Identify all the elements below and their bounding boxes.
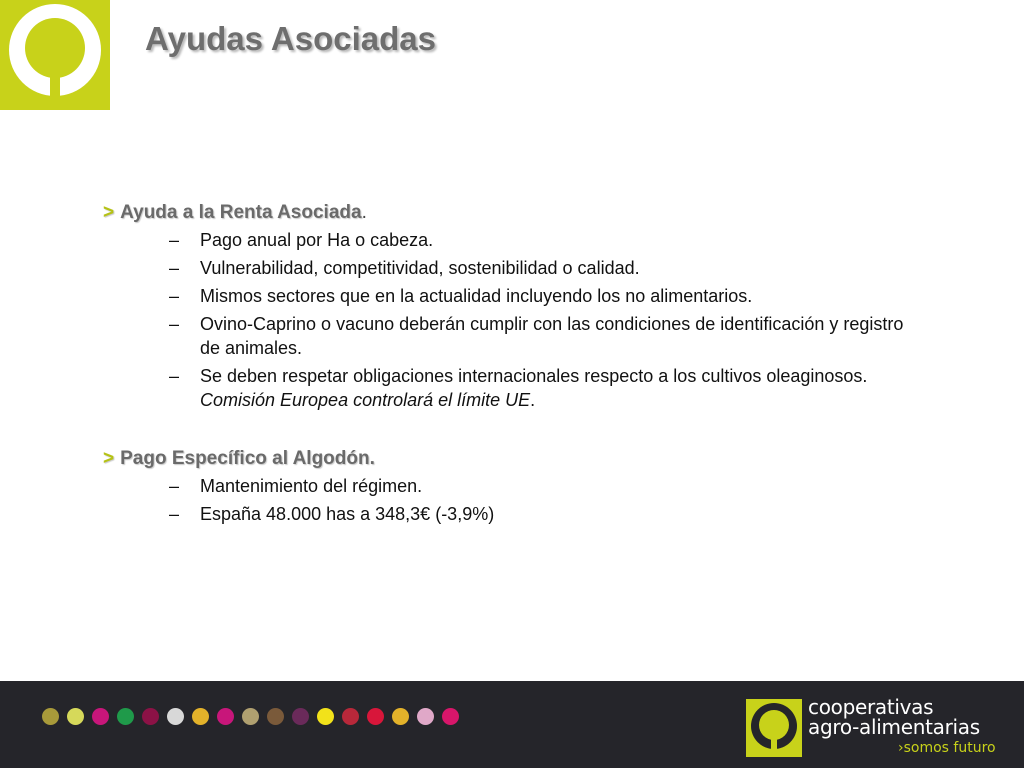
bullet-list xyxy=(103,228,923,412)
dash-marker: – xyxy=(169,230,180,250)
list-item xyxy=(103,228,923,252)
color-dot-icon xyxy=(267,708,284,725)
item-text: España 48.000 has a 348,3€ (-3,9%) xyxy=(200,504,495,524)
color-dot-icon xyxy=(442,708,459,725)
color-dot-icon xyxy=(67,708,84,725)
item-text: Vulnerabilidad, competitividad, sostenibilidad o calidad. xyxy=(200,258,640,278)
color-dot-icon xyxy=(217,708,234,725)
item-text: Ovino-Caprino o vacuno deberán cumplir con las condiciones de identificación y registro de animales. xyxy=(200,314,904,358)
list-item xyxy=(103,364,923,412)
list-item xyxy=(103,256,923,280)
brand-line-1: cooperativas xyxy=(808,695,934,719)
color-dot-icon xyxy=(192,708,209,725)
list-item xyxy=(103,502,923,526)
dash-marker: – xyxy=(169,286,180,306)
section-heading-text: Ayuda a la Renta Asociada xyxy=(120,202,362,223)
dash-marker: – xyxy=(169,476,180,496)
section-marker: > xyxy=(103,448,115,469)
cooperativas-mark-icon xyxy=(746,699,802,757)
item-tail: . xyxy=(530,390,536,410)
color-dot-icon xyxy=(242,708,259,725)
item-text: Se deben respetar obligaciones internacionales respecto a los cultivos oleaginosos. xyxy=(200,366,868,386)
item-text: Mismos sectores que en la actualidad incluyendo los no alimentarios. xyxy=(200,286,753,306)
color-dot-icon xyxy=(317,708,334,725)
color-dot-icon xyxy=(392,708,409,725)
dash-marker: – xyxy=(169,504,180,524)
color-dots-row xyxy=(42,708,459,725)
section-heading xyxy=(103,200,923,226)
cooperativas-logo-icon xyxy=(0,0,110,110)
brand-tagline: ›somos futuro xyxy=(898,740,996,756)
item-italic-text: Comisión Europea controlará el límite UE xyxy=(200,390,531,410)
list-item xyxy=(103,312,923,360)
dash-marker: – xyxy=(169,366,180,386)
section-heading-text: Pago Específico al Algodón xyxy=(120,448,370,469)
dash-marker: – xyxy=(169,314,180,334)
section-heading-suffix: . xyxy=(361,202,367,223)
brand-line-2: agro-alimentarias xyxy=(808,715,980,739)
color-dot-icon xyxy=(42,708,59,725)
bullet-list xyxy=(103,474,923,526)
color-dot-icon xyxy=(92,708,109,725)
slide-title: Ayudas Asociadas xyxy=(145,20,437,57)
color-dot-icon xyxy=(117,708,134,725)
list-item xyxy=(103,474,923,498)
list-item xyxy=(103,284,923,308)
footer-bar xyxy=(0,681,1024,768)
color-dot-icon xyxy=(142,708,159,725)
color-dot-icon xyxy=(417,708,434,725)
color-dot-icon xyxy=(292,708,309,725)
slide-content xyxy=(103,200,923,530)
dash-marker: – xyxy=(169,258,180,278)
section-heading xyxy=(103,446,923,472)
logo-top-left xyxy=(0,0,110,110)
color-dot-icon xyxy=(167,708,184,725)
item-text: Mantenimiento del régimen. xyxy=(200,476,423,496)
section-heading-suffix: . xyxy=(369,448,375,469)
section-marker: > xyxy=(103,202,115,223)
color-dot-icon xyxy=(367,708,384,725)
color-dot-icon xyxy=(342,708,359,725)
brand-logo xyxy=(746,697,996,759)
item-text: Pago anual por Ha o cabeza. xyxy=(200,230,434,250)
